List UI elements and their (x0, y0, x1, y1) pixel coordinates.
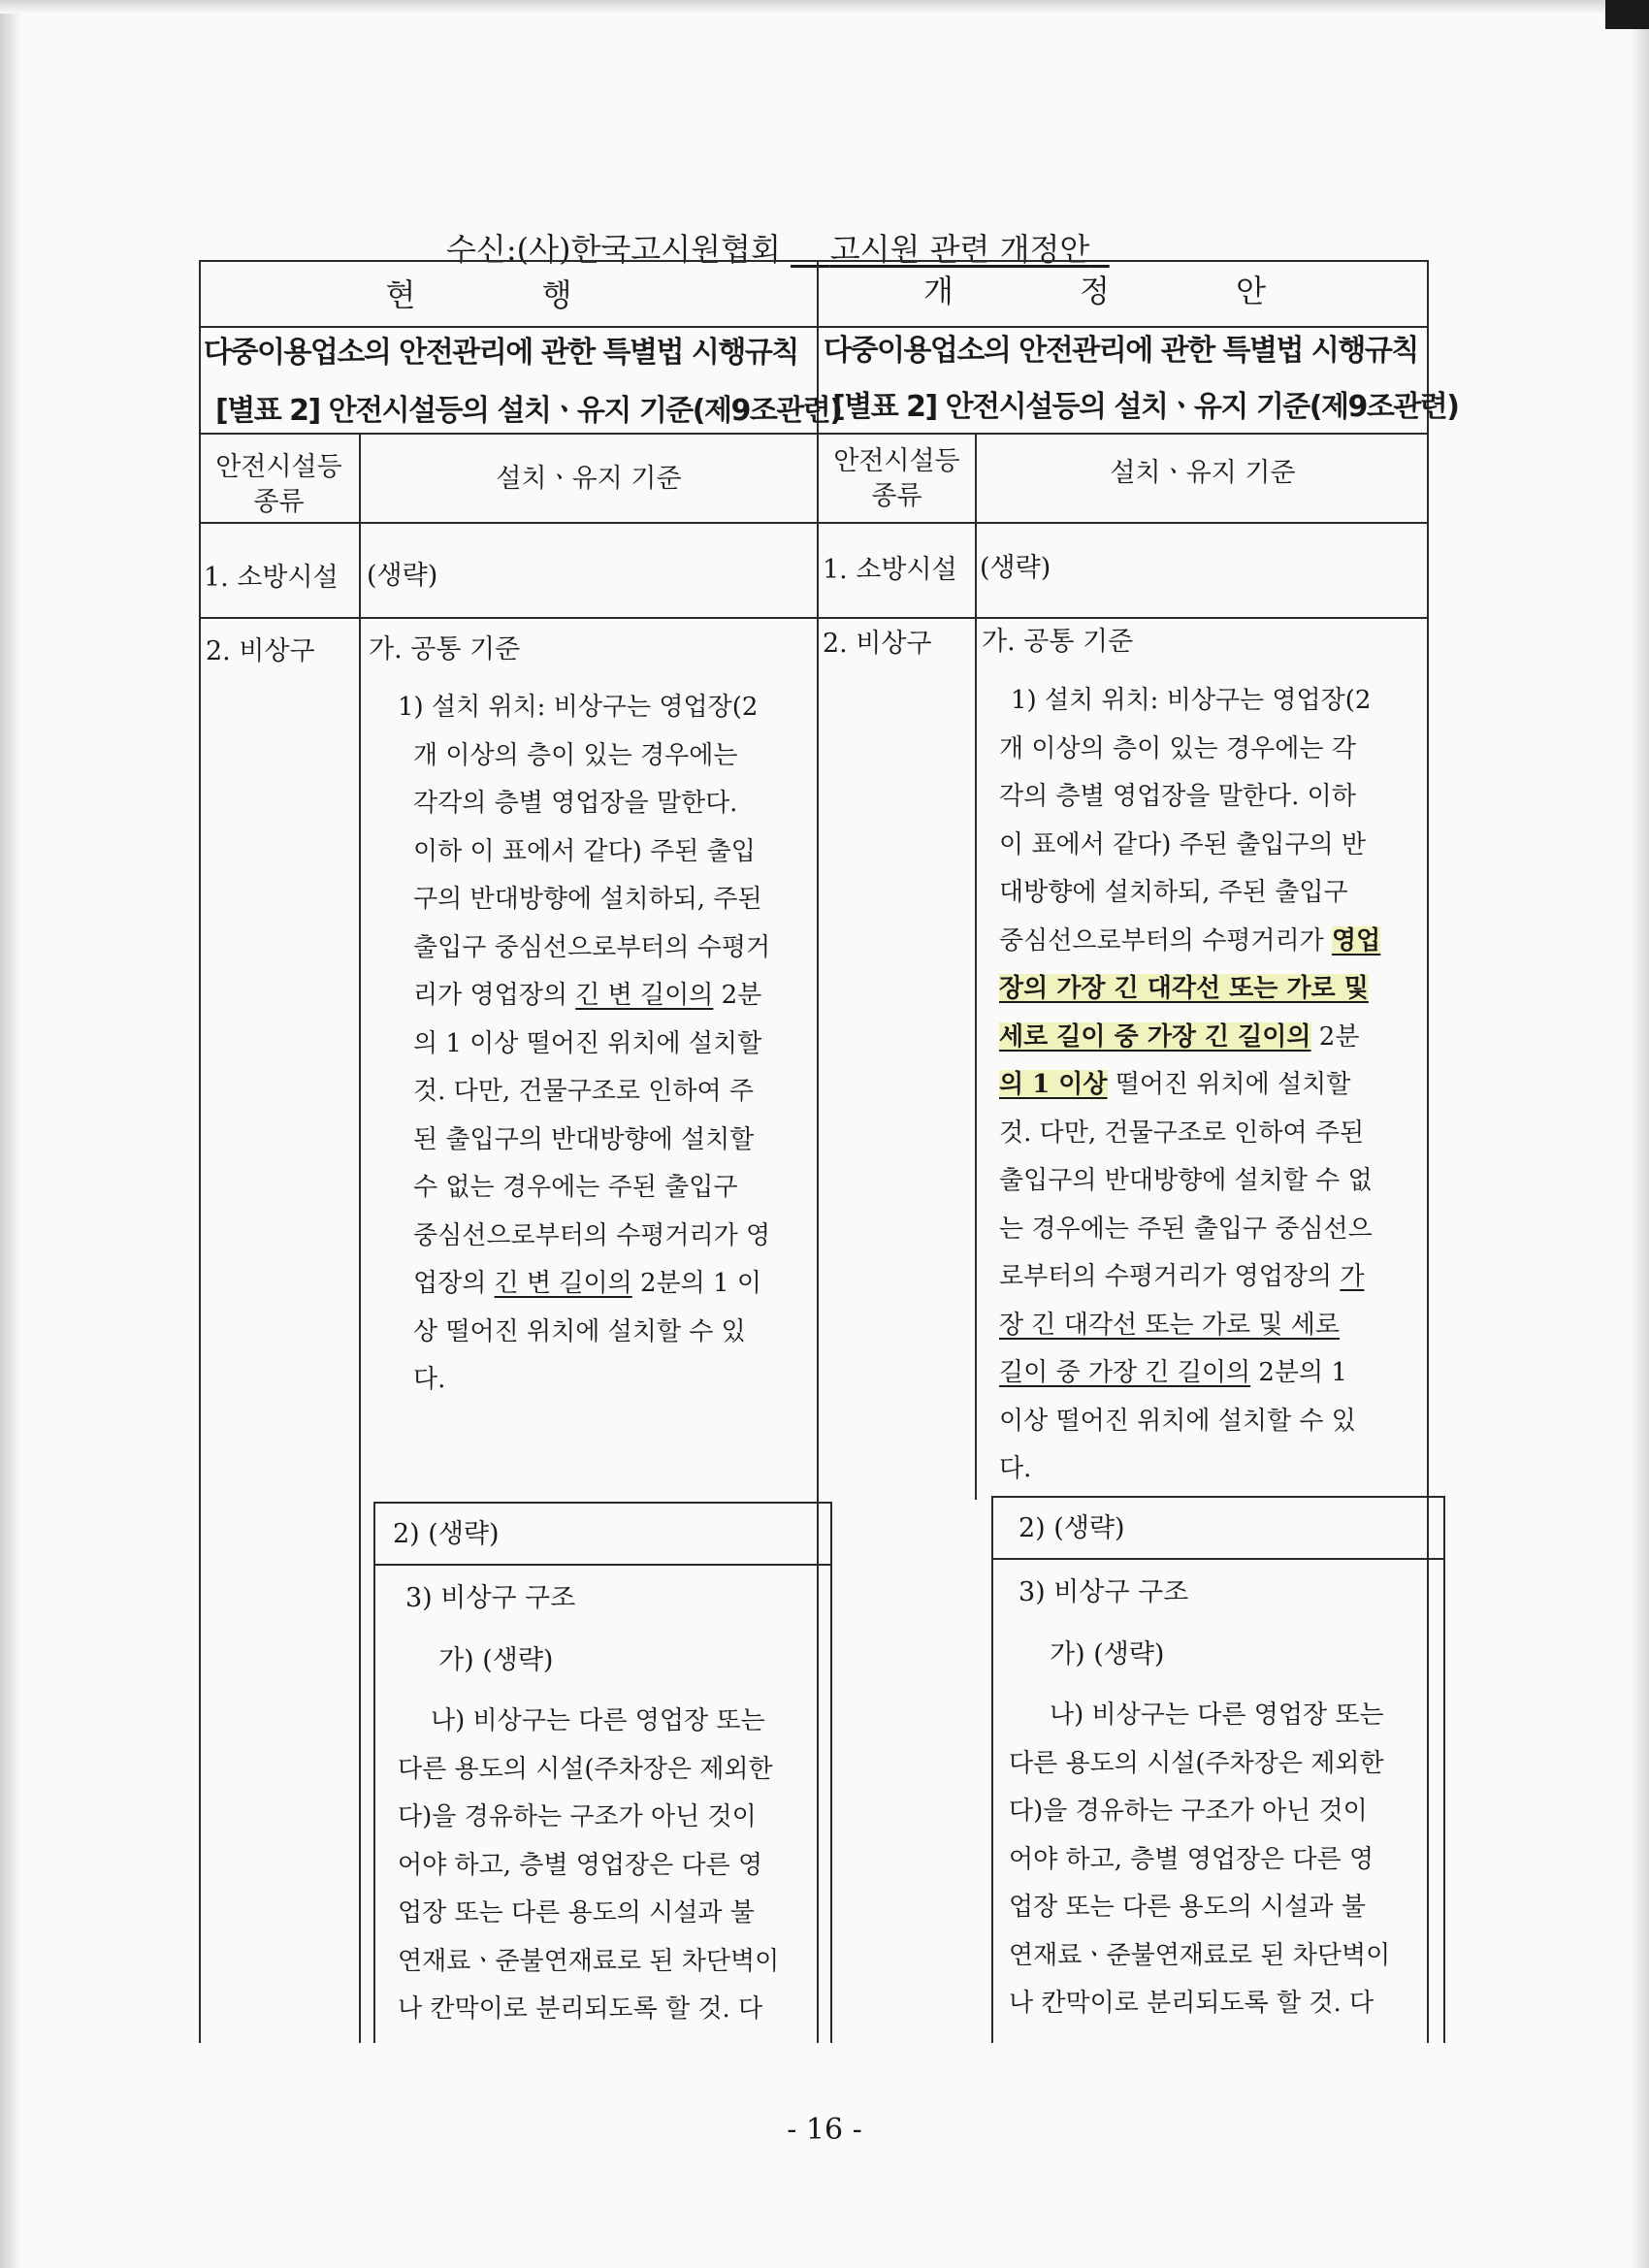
page-number: - 16 - (787, 2113, 862, 2147)
proposed-fire-facility-omitted: (생략) (980, 553, 1051, 583)
text-line: 연재료ㆍ준불연재료로 된 차단벽이 (1009, 1940, 1391, 1970)
text-line: 길이 중 가장 긴 길이의 2분의 1 (999, 1358, 1347, 1387)
text-line: 리가 영업장의 긴 변 길이의 2분 (413, 981, 762, 1010)
text-line: 1) 설치 위치: 비상구는 영업장(2 (398, 693, 759, 722)
rule-under-table-header (199, 522, 1429, 524)
proposed-exit-label: 2. 비상구 (823, 629, 932, 659)
current-na-paragraph (398, 1698, 828, 2034)
text-line: 다)을 경유하는 구조가 아닌 것이 (398, 1802, 757, 1831)
rule-under-law-title (199, 433, 1429, 435)
text-line: 의 1 이상 떨어진 위치에 설치할 (413, 1028, 762, 1058)
text-line: 나 칸막이로 분리되도록 할 것. 다 (1009, 1989, 1374, 2018)
text-line: 이하 이 표에서 같다) 주된 출입 (413, 836, 756, 866)
current-type-header-line1: 안전시설등 (215, 452, 342, 482)
underlined-phrase: 긴 변 길이의 (575, 981, 714, 1010)
current-column-header: 현 행 (385, 276, 630, 313)
text-line: 개 이상의 층이 있는 경우에는 (413, 740, 738, 770)
proposed-item3-ga: 가) (생략) (1050, 1639, 1165, 1669)
text-line: 나 칸막이로 분리되도록 할 것. 다 (398, 1994, 763, 2024)
proposed-law-title-line2: [별표 2] 안전시설등의 설치ㆍ유지 기준(제9조관련) (832, 390, 1459, 424)
proposed-type-header-line1: 안전시설등 (833, 446, 960, 476)
recipient-label: 수신:(사)한국고시원협회 (446, 231, 781, 268)
text-line: 다. (413, 1365, 446, 1394)
text-line: 다)을 경유하는 구조가 아닌 것이 (1009, 1797, 1368, 1826)
text-line (999, 1302, 1436, 1350)
proposed-item2-omitted: 2) (생략) (1018, 1513, 1125, 1543)
text-line: 나) 비상구는 다른 영업장 또는 (1050, 1701, 1384, 1730)
proposed-type-header-line2: 종류 (871, 481, 922, 511)
left-sub-left-edge (373, 1502, 375, 2043)
proposed-common-standard: 가. 공통 기준 (982, 627, 1134, 657)
text-line: 출입구 중심선으로부터의 수평거 (413, 932, 771, 962)
rule-under-col-headers (199, 326, 1429, 328)
proposed-na-paragraph (1009, 1692, 1441, 2028)
proposed-location-paragraph (999, 677, 1436, 1494)
left-type-divider (359, 433, 361, 2043)
text-line: 1) 설치 위치: 비상구는 영업장(2 (1011, 686, 1372, 715)
text-line: 각의 층별 영업장을 말한다. 이하 (999, 782, 1356, 811)
text-line: 연재료ㆍ준불연재료로 된 차단벽이 (398, 1946, 780, 1976)
right-sub-left-edge (991, 1496, 993, 2043)
current-criteria-header: 설치ㆍ유지 기준 (496, 464, 682, 494)
underlined-amendment: 길이 중 가장 긴 길이의 (999, 1358, 1251, 1387)
current-fire-facility-label: 1. 소방시설 (204, 563, 339, 593)
scan-corner-mark (1605, 0, 1649, 29)
rule-under-fire-row (199, 617, 1429, 619)
text-line: 어야 하고, 층별 영업장은 다른 영 (1009, 1844, 1374, 1874)
left-item2-top-rule (373, 1502, 831, 1504)
current-exit-label: 2. 비상구 (206, 636, 315, 666)
right-type-divider (975, 433, 977, 1500)
text-line: 각각의 층별 영업장을 말한다. (413, 789, 738, 818)
proposed-fire-facility-label: 1. 소방시설 (823, 555, 957, 585)
left-sub-right-edge (830, 1502, 832, 2043)
text-line: 것. 다만, 건물구조로 인하여 주된 (999, 1118, 1365, 1148)
current-law-title-line2: [별표 2] 안전시설등의 설치ㆍ유지 기준(제9조관련) (215, 394, 842, 428)
current-item3-ga: 가) (생략) (438, 1645, 554, 1675)
text-line: 구의 반대방향에 설치하되, 주된 (413, 885, 762, 914)
right-item2-top-rule (991, 1496, 1445, 1498)
scan-edge-top (0, 0, 1649, 14)
text-line: 다른 용도의 시설(주차장은 제외한 (398, 1754, 773, 1784)
proposed-law-title-line1: 다중이용업소의 안전관리에 관한 특별법 시행규칙 (824, 334, 1418, 368)
current-law-title-line1: 다중이용업소의 안전관리에 관한 특별법 시행규칙 (204, 336, 798, 370)
proposed-column-header: 개 정 안 (922, 273, 1325, 309)
underlined-amendment: 가 (1340, 1262, 1365, 1291)
current-item3-structure: 3) 비상구 구조 (405, 1583, 576, 1613)
highlighted-amendment: 세로 길이 중 가장 긴 길이의 (999, 1021, 1311, 1052)
text-line: 다른 용도의 시설(주차장은 제외한 (1009, 1748, 1384, 1778)
subject-title: 고시원 관련 개정안 (829, 231, 1090, 268)
text-line: 세로 길이 중 가장 긴 길이의 2분 (999, 1021, 1360, 1052)
text-line (999, 965, 1436, 1014)
text-line: 업장의 긴 변 길이의 2분의 1 이 (413, 1269, 761, 1298)
text-line: 이 표에서 같다) 주된 출입구의 반 (999, 829, 1366, 859)
current-fire-facility-omitted: (생략) (367, 561, 438, 591)
text-line: 의 1 이상 떨어진 위치에 설치할 (999, 1070, 1351, 1099)
current-common-standard: 가. 공통 기준 (369, 634, 521, 664)
text-line: 대방향에 설치하되, 주된 출입구 (999, 878, 1348, 907)
current-item2-omitted: 2) (생략) (393, 1519, 500, 1549)
scan-edge-right (1630, 0, 1649, 2268)
scan-edge-left (0, 0, 21, 2268)
text-line: 이상 떨어진 위치에 설치할 수 있 (999, 1406, 1356, 1436)
right-item2-bottom-rule (991, 1558, 1445, 1560)
right-sub-right-edge (1443, 1496, 1445, 2043)
left-item2-bottom-rule (373, 1564, 831, 1566)
text-line: 어야 하고, 층별 영업장은 다른 영 (398, 1850, 763, 1880)
underlined-amendment: 장 긴 대각선 또는 가로 및 세로 (999, 1310, 1340, 1340)
text-line: 는 경우에는 주된 출입구 중심선으 (999, 1214, 1373, 1244)
current-location-paragraph (398, 684, 824, 1405)
proposed-criteria-header: 설치ㆍ유지 기준 (1110, 458, 1296, 488)
current-type-header-line2: 종류 (253, 487, 305, 517)
text-line: 상 떨어진 위치에 설치할 수 있 (413, 1316, 746, 1346)
text-line: 다. (999, 1454, 1032, 1483)
text-line: 업장 또는 다른 용도의 시설과 불 (1009, 1893, 1366, 1922)
text-line: 중심선으로부터의 수평거리가 영업 (999, 925, 1381, 956)
text-line: 나) 비상구는 다른 영업장 또는 (431, 1706, 765, 1735)
text-line: 로부터의 수평거리가 영업장의 가 (999, 1262, 1365, 1291)
text-line: 업장 또는 다른 용도의 시설과 불 (398, 1898, 755, 1928)
text-line: 개 이상의 층이 있는 경우에는 각 (999, 733, 1356, 763)
text-line: 중심선으로부터의 수평거리가 영 (413, 1220, 771, 1250)
text-line: 출입구의 반대방향에 설치할 수 없 (999, 1166, 1373, 1195)
highlighted-amendment: 장의 가장 긴 대각선 또는 가로 및 (999, 974, 1369, 1003)
highlighted-amendment: 의 1 이상 (999, 1070, 1108, 1099)
proposed-item3-structure: 3) 비상구 구조 (1018, 1577, 1189, 1607)
highlighted-amendment: 영업 (1332, 925, 1381, 956)
text-line: 수 없는 경우에는 주된 출입구 (413, 1173, 738, 1202)
text-line: 된 출입구의 반대방향에 설치할 (413, 1124, 755, 1154)
text-line: 것. 다만, 건물구조로 인하여 주 (413, 1077, 754, 1106)
underlined-phrase: 긴 변 길이의 (494, 1269, 632, 1298)
